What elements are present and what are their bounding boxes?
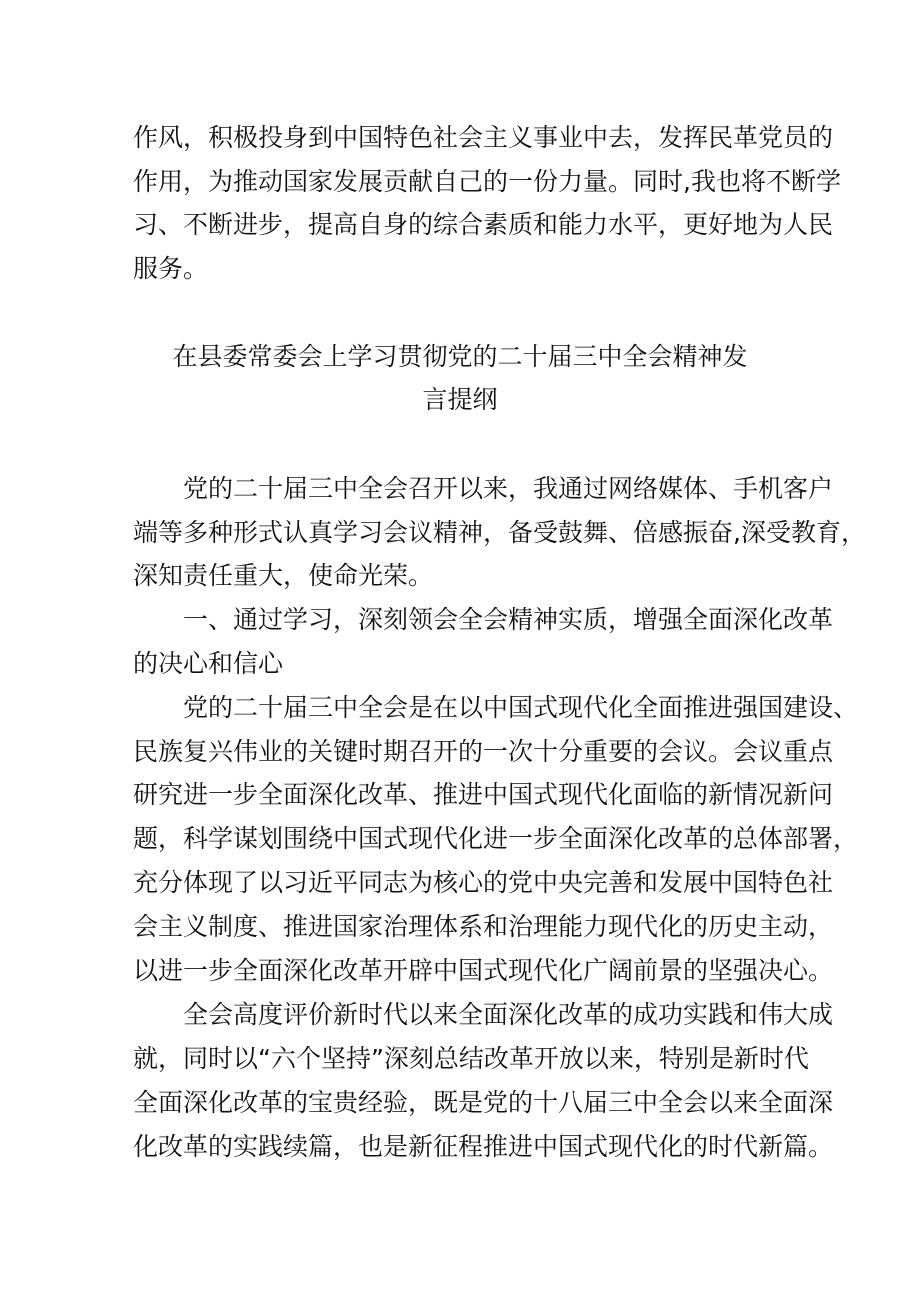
paragraph-line: 研究进一步全面深化改革、推进中国式现代化面临的新情况新问 <box>133 780 834 809</box>
intro-line: 作用，为推动国家发展贡献自己的一份力量。同时,我也将不断学 <box>133 167 841 196</box>
intro-line: 服务。 <box>133 254 209 283</box>
paragraph-line: 全面深化改革的宝贵经验，既是党的十八届三中全会以来全面深 <box>133 1088 834 1117</box>
paragraph-line: 会主义制度、推进国家治理体系和治理能力现代化的历史主动， <box>133 912 834 941</box>
paragraph-line: 化改革的实践续篇，也是新征程推进中国式现代化的时代新篇。 <box>133 1132 834 1161</box>
heading-line: 的决心和信心 <box>133 649 284 678</box>
paragraph-line: 党的二十届三中全会召开以来，我通过网络媒体、手机客户 <box>183 474 834 503</box>
paragraph-line: 全会高度评价新时代以来全面深化改革的成功实践和伟大成 <box>183 1000 834 1029</box>
heading-line: 一、通过学习，深刻领会全会精神实质，增强全面深化改革 <box>183 605 834 634</box>
intro-line: 作风，积极投身到中国特色社会主义事业中去，发挥民革党员的 <box>133 123 834 152</box>
intro-line: 习、不断进步，提高自身的综合素质和能力水平，更好地为人民 <box>133 210 834 239</box>
section-title: 在县委常委会上学习贯彻党的二十届三中全会精神发 <box>172 342 748 371</box>
paragraph-line: 充分体现了以习近平同志为核心的党中央完善和发展中国特色社 <box>133 868 834 897</box>
paragraph-line: 端等多种形式认真学习会议精神，备受鼓舞、倍感振奋,深受教育， <box>133 518 866 547</box>
paragraph-line: 以进一步全面深化改革开辟中国式现代化广阔前景的坚强决心。 <box>133 956 834 985</box>
paragraph-line: 党的二十届三中全会是在以中国式现代化全面推进强国建设、 <box>183 693 859 722</box>
paragraph-line: 题，科学谋划围绕中国式现代化进一步全面深化改革的总体部署， <box>133 824 859 853</box>
paragraph-line: 民族复兴伟业的关键时期召开的一次十分重要的会议。会议重点 <box>133 737 834 766</box>
paragraph-line: 就，同时以“六个坚持”深刻总结改革开放以来，特别是新时代 <box>133 1044 809 1073</box>
paragraph-line: 深知责任重大，使命光荣。 <box>133 561 434 590</box>
section-title: 言提纲 <box>422 385 498 414</box>
